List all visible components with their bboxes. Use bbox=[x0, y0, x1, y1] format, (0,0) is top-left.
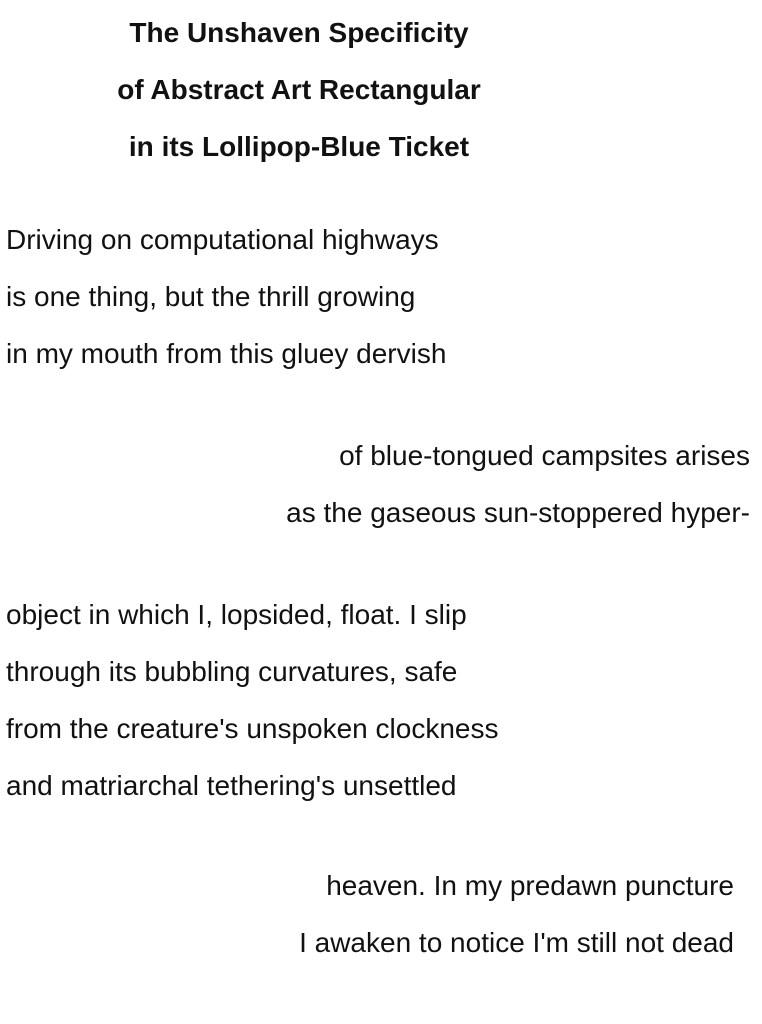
title-line-3: in its Lollipop-Blue Ticket bbox=[128, 131, 470, 162]
title-line-2: of Abstract Art Rectangular bbox=[117, 74, 481, 105]
poem-line: from the creature's unspoken clockness bbox=[6, 713, 499, 744]
stanza-3 bbox=[6, 586, 498, 814]
poem-line: is one thing, but the thrill growing bbox=[6, 281, 416, 312]
stanza-1 bbox=[6, 211, 446, 382]
poem-title bbox=[0, 4, 598, 175]
poem-line: Driving on computational highways bbox=[6, 224, 439, 255]
poem-line: I awaken to notice I'm still not dead bbox=[299, 927, 734, 958]
poem-line: object in which I, lopsided, float. I slip bbox=[6, 599, 467, 630]
poem-line: in my mouth from this gluey dervish bbox=[6, 338, 447, 369]
title-line-1: The Unshaven Specificity bbox=[129, 17, 469, 48]
poem-line: heaven. In my predawn puncture bbox=[326, 870, 734, 901]
poem-line: of blue-tongued campsites arises bbox=[339, 440, 750, 471]
poem-line: and matriarchal tethering's unsettled bbox=[6, 770, 457, 801]
poem-line: through its bubbling curvatures, safe bbox=[6, 656, 458, 687]
stanza-4 bbox=[299, 857, 734, 971]
stanza-2 bbox=[286, 427, 750, 541]
poem-line: as the gaseous sun-stoppered hyper- bbox=[286, 497, 750, 528]
